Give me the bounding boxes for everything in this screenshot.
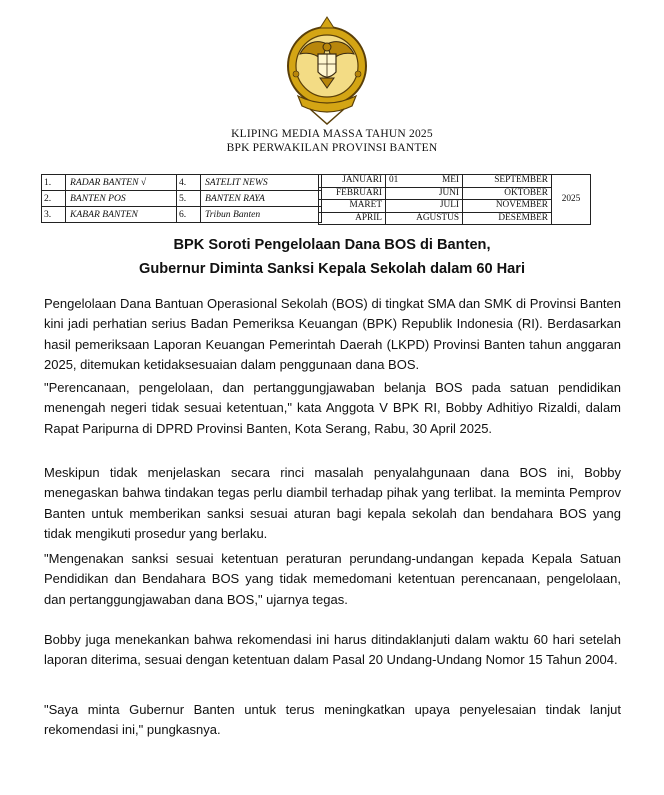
month-cell: JULI	[386, 200, 463, 213]
clipping-header-title: KLIPING MEDIA MASSA TAHUN 2025	[231, 128, 433, 140]
media-name: SATELIT NEWS	[201, 175, 322, 191]
month-label: MEI	[441, 175, 459, 186]
checkmark-icon: √	[140, 177, 147, 188]
media-number: 3.	[42, 207, 66, 223]
month-cell: JANUARI	[319, 175, 386, 188]
media-number: 4.	[177, 175, 201, 191]
month-cell	[386, 175, 463, 188]
table-row	[319, 212, 591, 225]
media-name: Tribun Banten	[201, 207, 322, 223]
selected-day: 01	[389, 175, 399, 186]
table-row	[319, 200, 591, 213]
article-paragraph: Bobby juga menekankan bahwa rekomendasi ini harus ditindaklanjuti dalam waktu 60 hari setelah laporan diterima, sesuai dengan ketentuan dalam Pasal 20 Undang-Undang Nomor 15 Tahun 2004.	[44, 632, 621, 668]
article-paragraph: "Perencanaan, pengelolaan, dan pertanggungjawaban belanja BOS pada satuan pendidikan menengah negeri tidak sesuai ketentuan," kata Anggota V BPK RI, Bobby Adhitiyo Rizaldi, dalam Rapat Paripurna di DPRD Provinsi Banten, Kota Serang, Rabu, 30 April 2025.	[44, 380, 621, 436]
bpk-emblem-logo	[282, 14, 372, 126]
media-name: KABAR BANTEN	[66, 207, 177, 223]
year-cell: 2025	[552, 175, 591, 225]
month-cell: JUNI	[386, 187, 463, 200]
media-number: 5.	[177, 191, 201, 207]
table-row	[319, 175, 591, 188]
month-cell: SEPTEMBER	[463, 175, 552, 188]
month-cell: OKTOBER	[463, 187, 552, 200]
month-cell: MARET	[319, 200, 386, 213]
media-name	[66, 175, 177, 191]
media-number: 2.	[42, 191, 66, 207]
media-label: RADAR BANTEN	[70, 177, 139, 188]
month-cell: APRIL	[319, 212, 386, 225]
table-row	[319, 187, 591, 200]
clipping-header-office: BPK PERWAKILAN PROVINSI BANTEN	[226, 142, 438, 154]
article-paragraph: "Saya minta Gubernur Banten untuk terus meningkatkan upaya penyelesaian tindak lanjut rekomendasi ini," pungkasnya.	[44, 702, 621, 738]
media-number: 1.	[42, 175, 66, 191]
table-row	[42, 207, 322, 223]
table-row	[42, 191, 322, 207]
media-name: BANTEN RAYA	[201, 191, 322, 207]
media-source-table	[41, 174, 322, 223]
article-title-line2: Gubernur Diminta Sanksi Kepala Sekolah dalam 60 Hari	[138, 261, 526, 277]
media-number: 6.	[177, 207, 201, 223]
month-cell: FEBRUARI	[319, 187, 386, 200]
article-paragraph: Meskipun tidak menjelaskan secara rinci masalah penyalahgunaan dana BOS ini, Bobby menegaskan bahwa tindakan tegas perlu diambil terhadap pihak yang terlibat. Ia meminta Pemprov Banten untuk memberikan sanksi sesuai aturan bagi kepala sekolah dan bendahara BOS yang tidak mengikuti prosedur yang berlaku.	[44, 465, 621, 541]
publication-date-table	[318, 174, 591, 225]
article-title-line1: BPK Soroti Pengelolaan Dana BOS di Banten,	[173, 237, 491, 253]
media-name: BANTEN POS	[66, 191, 177, 207]
table-row	[42, 175, 322, 191]
month-cell: DESEMBER	[463, 212, 552, 225]
article-paragraph: "Mengenakan sanksi sesuai ketentuan peraturan perundang-undangan kepada Kepala Satuan Pendidikan dan Bendahara BOS yang tidak memedomani ketentuan perencanaan, pengelolaan, dan pertanggungjawaban dana BOS," ujarnya tegas.	[44, 551, 621, 607]
month-cell: NOVEMBER	[463, 200, 552, 213]
month-cell: AGUSTUS	[386, 212, 463, 225]
article-paragraph: Pengelolaan Dana Bantuan Operasional Sekolah (BOS) di tingkat SMA dan SMK di Provinsi Banten kini jadi perhatian serius Badan Pemeriksa Keuangan (BPK) Republik Indonesia (RI). Berdasarkan hasil pemeriksaan Laporan Keuangan Pemerintah Daerah (LKPD) Provinsi Banten tahun anggaran 2025, ditemukan ketidaksesuaian dalam penggunaan dana BOS.	[44, 296, 621, 372]
